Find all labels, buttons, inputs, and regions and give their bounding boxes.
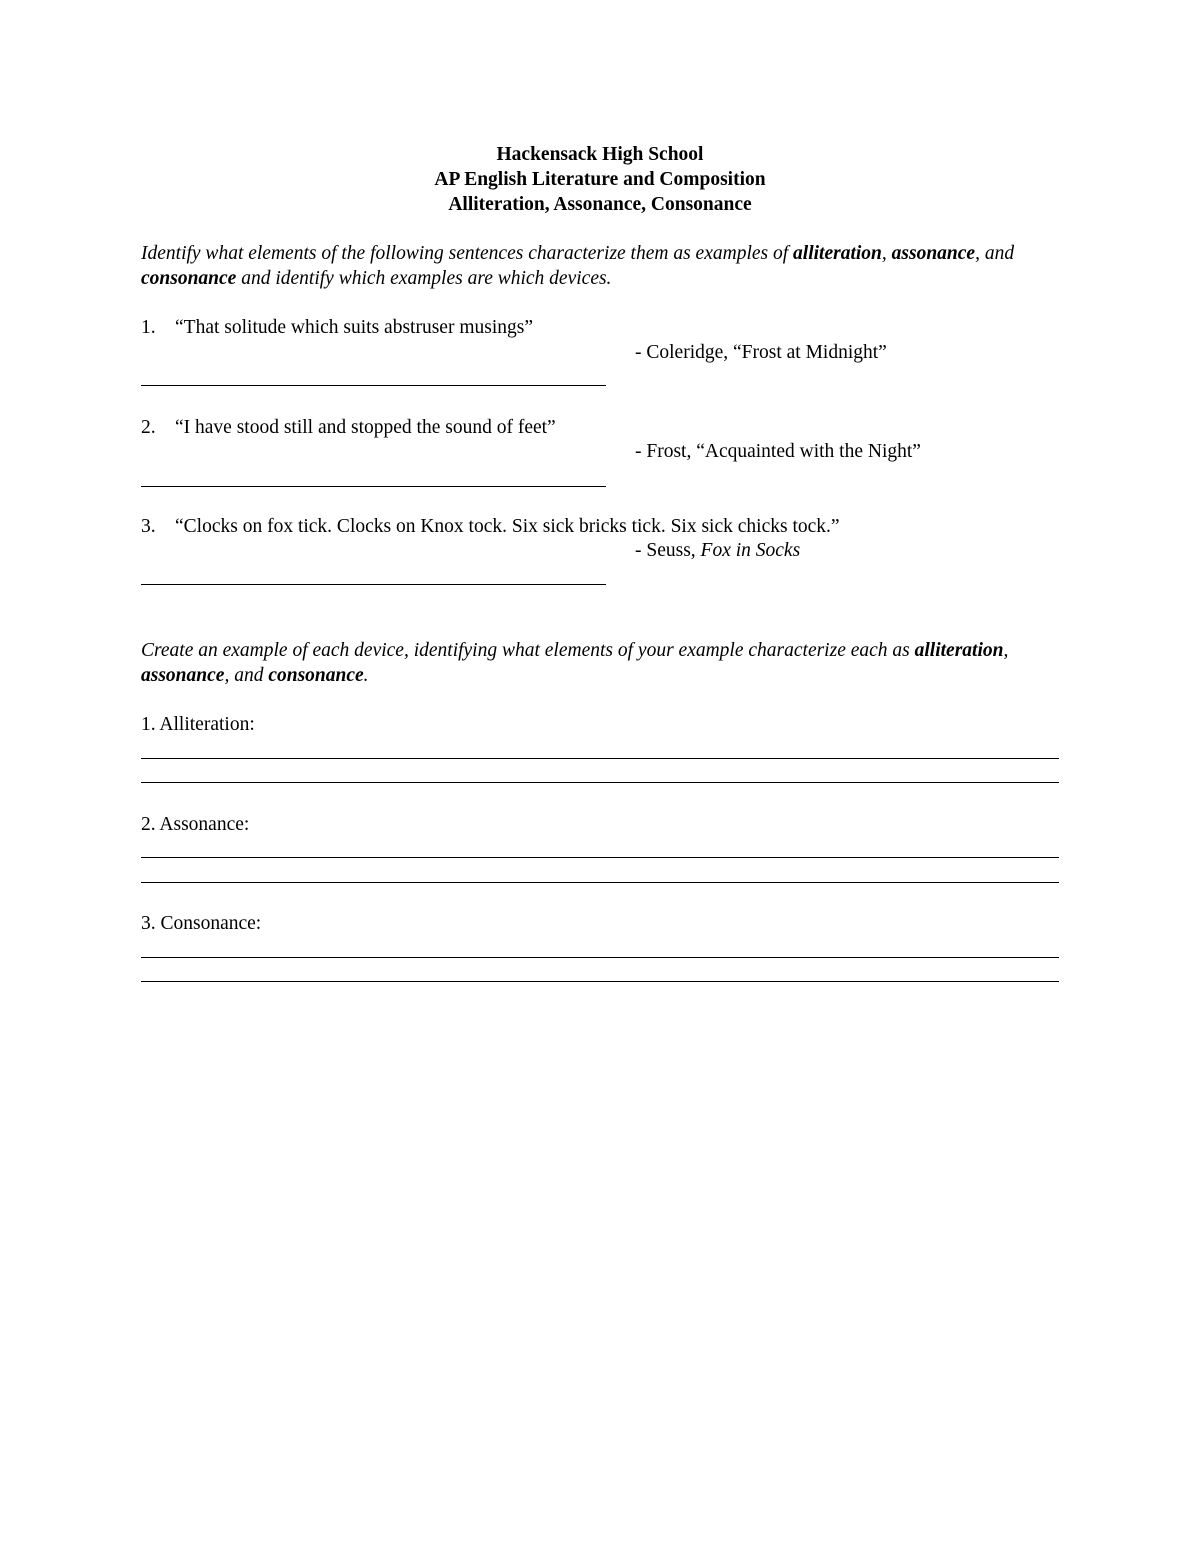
- school-name: Hackensack High School: [496, 144, 704, 165]
- part2-instructions-text: ,: [1003, 640, 1009, 661]
- term-consonance: consonance: [141, 267, 237, 289]
- question-2: [141, 416, 556, 441]
- question-quote: “I have stood still and stopped the sound of feet”: [175, 417, 556, 438]
- term-assonance: assonance: [141, 664, 225, 686]
- part2-instructions-text: , and: [224, 664, 269, 686]
- answer-line-3[interactable]: [141, 584, 606, 585]
- question-number: 1.: [141, 317, 156, 338]
- part1-instructions-text: Identify what elements of the following sentences characterize them as examples of: [141, 243, 794, 264]
- part1-instructions-text: and identify which examples are which devices.: [236, 267, 612, 289]
- question-3: [141, 515, 840, 540]
- question-number: 3.: [141, 516, 156, 537]
- question-number: 2.: [141, 417, 156, 438]
- question-quote: “That solitude which suits abstruser musings”: [175, 317, 533, 338]
- question-1-attribution: [635, 341, 887, 366]
- answer-line-2[interactable]: [141, 486, 606, 487]
- part2-instructions-text: Create an example of each device, identifying what elements of your example characterize each as: [141, 640, 915, 661]
- assonance-line-2[interactable]: [141, 882, 1059, 883]
- consonance-line-1[interactable]: [141, 957, 1059, 958]
- part1-instructions-text: , and: [975, 243, 1015, 264]
- part2-instructions-text: .: [363, 664, 369, 686]
- attribution-title: Fox in Socks: [700, 540, 801, 561]
- alliteration-line-1[interactable]: [141, 758, 1059, 759]
- attribution-text: - Frost, “Acquainted with the Night”: [635, 441, 921, 462]
- alliteration-label: 1. Alliteration:: [141, 714, 255, 735]
- attribution-text: - Seuss,: [635, 540, 701, 561]
- question-quote: “Clocks on fox tick. Clocks on Knox tock. Six sick bricks tick. Six sick chicks tock.”: [175, 516, 840, 537]
- term-assonance: assonance: [891, 243, 976, 264]
- term-consonance: consonance: [268, 664, 364, 686]
- assonance-line-1[interactable]: [141, 857, 1059, 858]
- worksheet-title: Alliteration, Assonance, Consonance: [448, 194, 752, 215]
- part2-instructions: [141, 639, 1061, 688]
- worksheet-header: [0, 142, 1200, 217]
- question-2-attribution: [635, 440, 921, 465]
- term-alliteration: alliteration: [914, 640, 1004, 661]
- question-3-attribution: [635, 539, 800, 564]
- answer-line-1[interactable]: [141, 385, 606, 386]
- consonance-label: 3. Consonance:: [141, 913, 262, 934]
- part1-instructions: [141, 242, 1061, 291]
- question-1: [141, 316, 533, 341]
- attribution-text: - Coleridge, “Frost at Midnight”: [635, 342, 887, 363]
- term-alliteration: alliteration: [793, 243, 882, 264]
- course-name: AP English Literature and Composition: [434, 169, 766, 190]
- consonance-line-2[interactable]: [141, 981, 1059, 982]
- alliteration-line-2[interactable]: [141, 782, 1059, 783]
- assonance-label: 2. Assonance:: [141, 814, 250, 835]
- part1-instructions-text: ,: [881, 243, 892, 264]
